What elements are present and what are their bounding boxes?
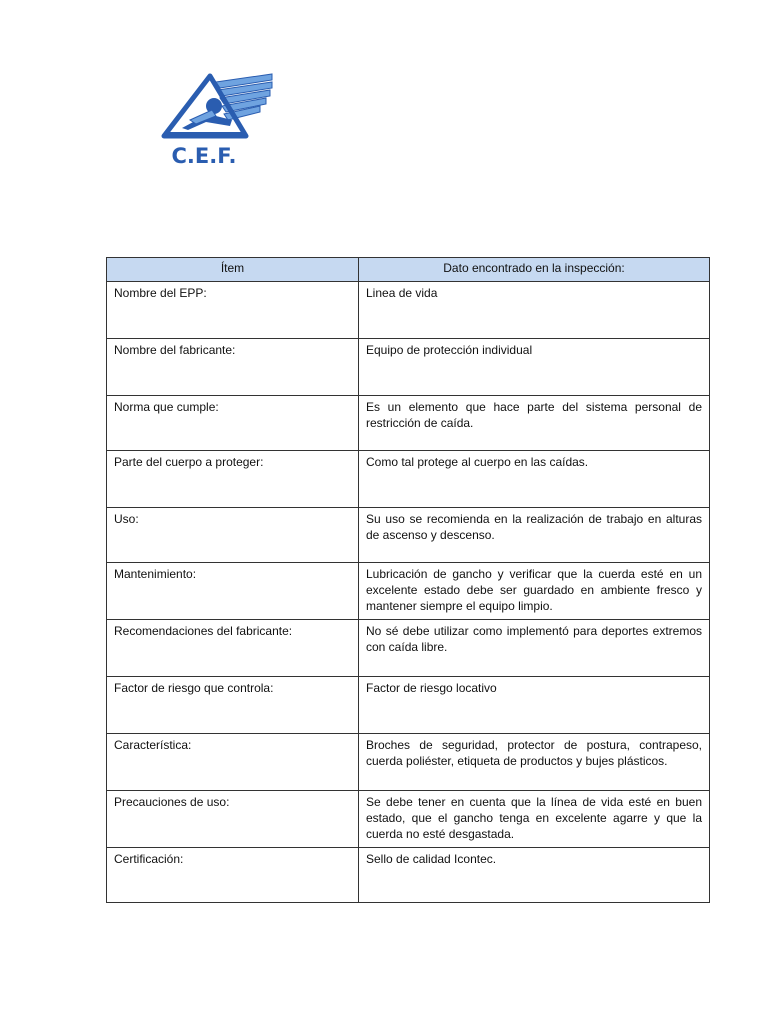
table-row	[107, 848, 710, 903]
row-value: Broches de seguridad, protector de postura, contrapeso, cuerda poliéster, etiqueta de productos y bujes plásticos.	[359, 734, 710, 791]
row-item-label: Uso:	[107, 508, 359, 563]
table-row	[107, 451, 710, 508]
row-item-label: Característica:	[107, 734, 359, 791]
table-row	[107, 508, 710, 563]
inspection-table	[106, 257, 710, 903]
row-value: Su uso se recomienda en la realización de trabajo en alturas de ascenso y descenso.	[359, 508, 710, 563]
row-item-label: Parte del cuerpo a proteger:	[107, 451, 359, 508]
row-value: Es un elemento que hace parte del sistema personal de restricción de caída.	[359, 396, 710, 451]
row-item-label: Recomendaciones del fabricante:	[107, 620, 359, 677]
row-item-label: Precauciones de uso:	[107, 791, 359, 848]
row-value: Linea de vida	[359, 282, 710, 339]
row-item-label: Nombre del EPP:	[107, 282, 359, 339]
cef-logo-emblem	[160, 70, 280, 146]
table-row	[107, 563, 710, 620]
row-item-label: Certificación:	[107, 848, 359, 903]
row-value: Equipo de protección individual	[359, 339, 710, 396]
logo-text: C.E.F.	[171, 144, 237, 168]
row-item-label: Nombre del fabricante:	[107, 339, 359, 396]
row-item-label: Factor de riesgo que controla:	[107, 677, 359, 734]
row-value: Se debe tener en cuenta que la línea de vida esté en buen estado, que el gancho tenga en excelente agarre y que la cuerda no esté desgastada.	[359, 791, 710, 848]
table-row	[107, 677, 710, 734]
table-row	[107, 282, 710, 339]
row-value: Lubricación de gancho y verificar que la cuerda esté en un excelente estado debe ser guardado en ambiente fresco y mantener siempre el equipo limpio.	[359, 563, 710, 620]
row-value: Como tal protege al cuerpo en las caídas.	[359, 451, 710, 508]
table-row	[107, 339, 710, 396]
cef-logo	[160, 70, 280, 170]
table-row	[107, 791, 710, 848]
table-header-row	[107, 258, 710, 282]
column-header-value: Dato encontrado en la inspección:	[359, 258, 710, 282]
row-item-label: Mantenimiento:	[107, 563, 359, 620]
column-header-item: Ítem	[107, 258, 359, 282]
table-row	[107, 620, 710, 677]
row-item-label: Norma que cumple:	[107, 396, 359, 451]
row-value: No sé debe utilizar como implementó para deportes extremos con caída libre.	[359, 620, 710, 677]
row-value: Sello de calidad Icontec.	[359, 848, 710, 903]
row-value: Factor de riesgo locativo	[359, 677, 710, 734]
table-row	[107, 734, 710, 791]
table-row	[107, 396, 710, 451]
